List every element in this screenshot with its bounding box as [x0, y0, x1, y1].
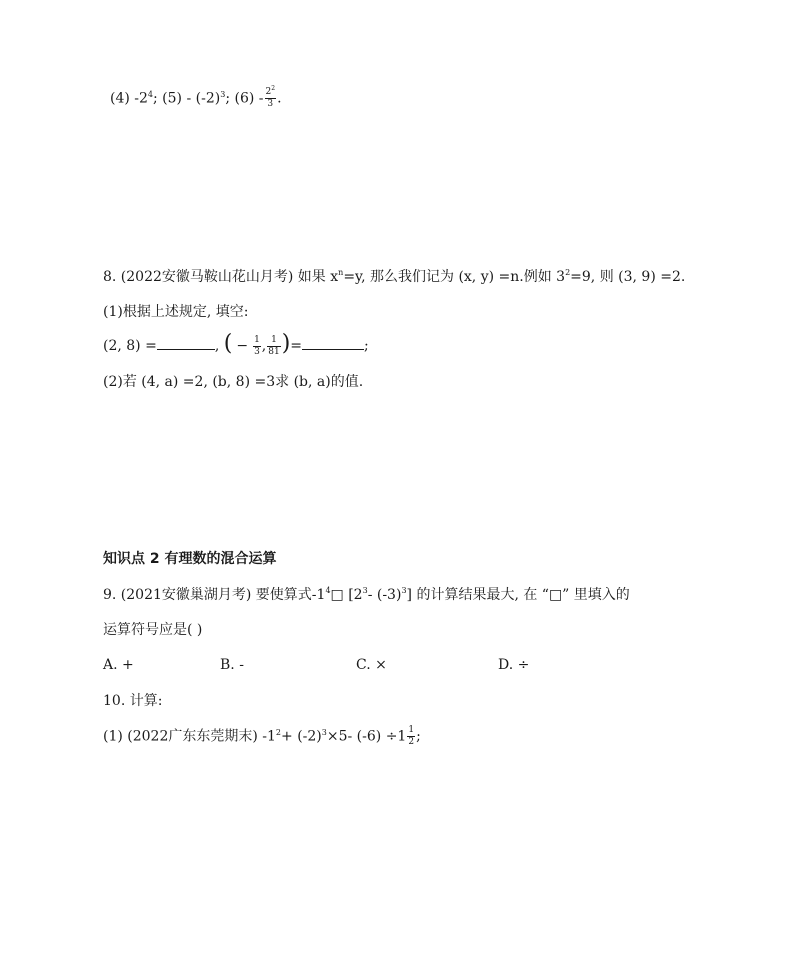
q9-exponent-c: 3: [401, 586, 407, 595]
part-6-numerator: 2: [265, 87, 272, 97]
question-8-stem: [103, 267, 685, 289]
part-6-text: ; (6) -: [225, 90, 264, 107]
part-6-denominator: 3: [267, 99, 274, 109]
fraction-2-numerator: 1: [267, 336, 280, 347]
fraction-2-denominator: 81: [268, 346, 280, 357]
fraction-separator: ,: [261, 338, 267, 354]
answer-blank-2[interactable]: [302, 337, 364, 350]
part-5-text: ; (5) - (-2): [153, 90, 221, 107]
fraction-1-denominator: 3: [254, 346, 260, 357]
question-8-fill-line: [103, 331, 369, 357]
fill-2-8-label: (2, 8) =: [103, 338, 157, 354]
question-10-part-1: [103, 726, 421, 749]
part-5-exponent: 3: [220, 89, 226, 99]
option-a[interactable]: A. +: [103, 657, 134, 673]
fraction-one-81st: [267, 336, 280, 357]
fill-comma: ,: [214, 338, 220, 354]
part-6-fraction: [265, 85, 277, 109]
part-4-exponent: 4: [147, 89, 154, 99]
question-8-part-1: (1)根据上述规定, 填空:: [103, 304, 249, 320]
left-paren: (: [223, 331, 233, 356]
q10-1-end: ;: [416, 728, 421, 745]
half-denominator: 2: [408, 737, 415, 747]
fraction-one-third: [253, 336, 261, 357]
question-10-stem: 10. 计算:: [103, 693, 163, 709]
part-6-numerator-exponent: 2: [271, 85, 276, 92]
mixed-fraction-half: [407, 726, 415, 747]
right-paren: ): [281, 331, 291, 356]
q8-exponent-n: n: [338, 268, 344, 277]
q9-exponent-b: 3: [362, 586, 368, 595]
q9-exponent-a: 4: [325, 586, 331, 595]
option-d[interactable]: D. ÷: [498, 657, 530, 673]
negative-sign: −: [236, 338, 249, 354]
fill-end: ;: [364, 338, 369, 354]
fill-equals: =: [290, 338, 303, 354]
q9-text-a: 9. (2021安徽巢湖月考) 要使算式-1: [103, 587, 326, 603]
q10-1-text-b: + (-2): [281, 728, 322, 745]
q10-1-text-a: (1) (2022广东东莞期末) -1: [103, 728, 276, 745]
question-9-line-2: 运算符号应是( ): [103, 622, 203, 638]
q10-1-text-c: ×5- (-6) ÷1: [326, 728, 407, 745]
question-8-part-2: (2)若 (4, a) =2, (b, 8) =3求 (b, a)的值.: [103, 374, 364, 390]
problem-7-parts-4-6: [110, 85, 282, 111]
q8-text-a: 8. (2022安徽马鞍山花山月考) 如果 x: [103, 269, 339, 285]
q8-text-c: =9, 则 (3, 9) =2.: [570, 269, 686, 285]
q10-1-exponent-b: 3: [321, 727, 327, 737]
q8-text-b: =y, 那么我们记为 (x, y) =n.例如 3: [343, 269, 566, 285]
fraction-1-numerator: 1: [254, 334, 260, 345]
question-9-stem: [103, 585, 630, 607]
q9-text-b: □ [2: [330, 587, 363, 603]
q9-text-d: ] 的计算结果最大, 在 “□” 里填入的: [406, 587, 630, 603]
q9-text-c: - (-3): [367, 587, 402, 603]
q8-exponent-2: 2: [565, 268, 571, 277]
q10-1-exponent-a: 2: [275, 727, 282, 737]
section-heading: 知识点 2 有理数的混合运算: [103, 551, 277, 567]
part-6-end: .: [277, 90, 282, 107]
half-numerator: 1: [408, 725, 415, 735]
answer-blank-1[interactable]: [157, 337, 215, 350]
option-b[interactable]: B. -: [220, 657, 244, 673]
part-4-text: (4) -2: [110, 90, 148, 107]
option-c[interactable]: C. ×: [356, 657, 387, 673]
